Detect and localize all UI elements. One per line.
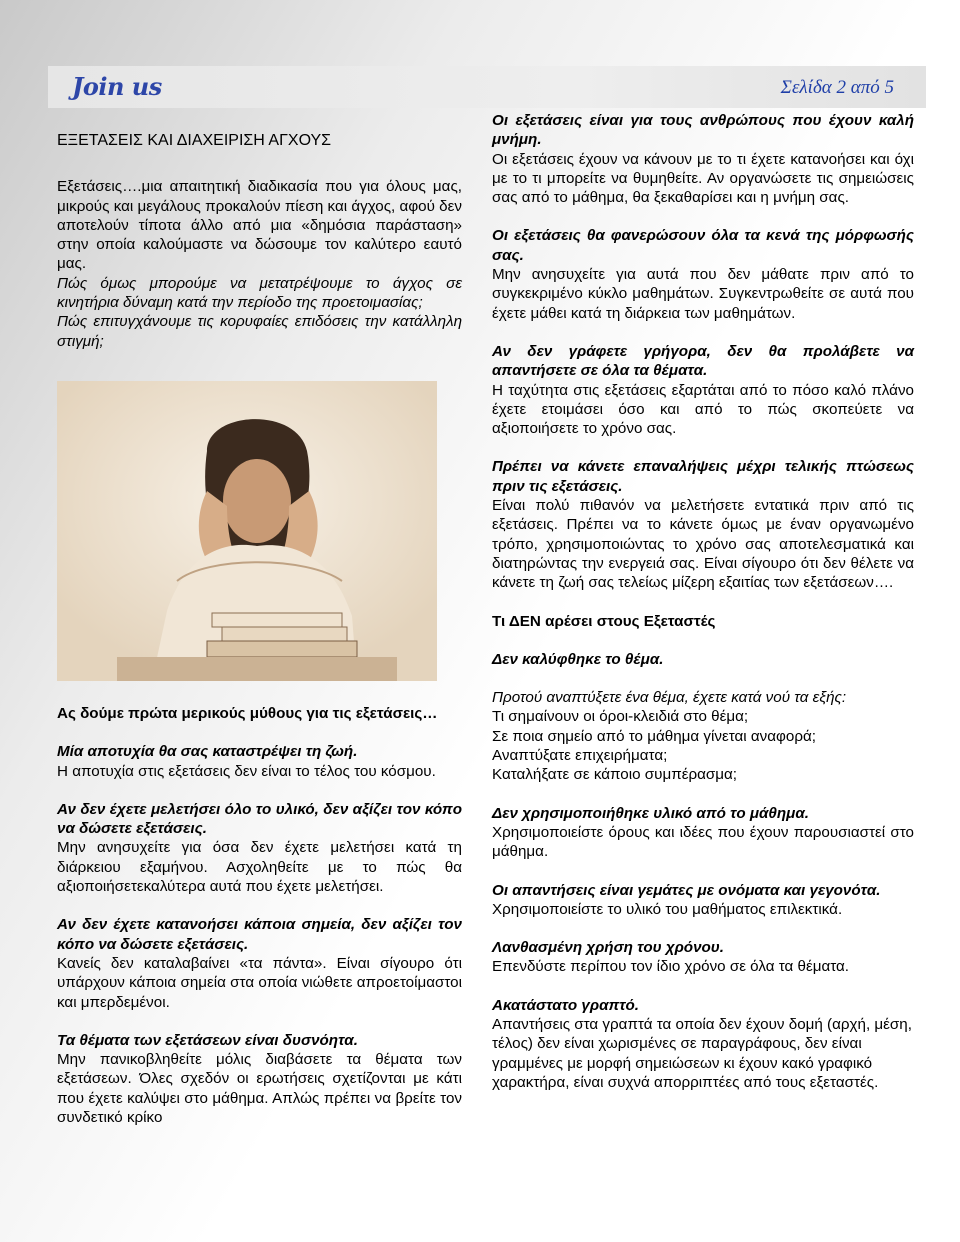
myth-2-body: Μην ανησυχείτε για όσα δεν έχετε μελετήσει κατά τη διάρκειου εξαμήνου. Ασχοληθείτε με το πώς θα αξιοποιήσετεκαλύτερα αυτά που έχετε μελετήσει. bbox=[57, 839, 462, 896]
left-column-top bbox=[57, 131, 462, 351]
myth-3-body: Κανείς δεν καταλαβαίνει «τα πάντα». Είναι σίγουρο ότι υπάρχουν κάποια σημεία στα οποία νιώθετε απροετοίμαστοι και μπερδεμένοι. bbox=[57, 954, 462, 1011]
dislike-3-title: Οι απαντήσεις είναι γεμάτες με ονόματα και γεγονότα. bbox=[492, 881, 881, 899]
myth-1-body: Η αποτυχία στις εξετάσεις δεν είναι το τέλος του κόσμου. bbox=[57, 762, 436, 780]
right-column bbox=[492, 111, 914, 1092]
dislike-2-title: Δεν χρησιμοποιήθηκε υλικό από το μάθημα. bbox=[492, 804, 809, 822]
myth-memory-body: Οι εξετάσεις έχουν να κάνουν με το τι έχετε κατανοήσει και όχι με το τι μπορείτε να θυμηθείτε. Αν οργανώσετε τις σημειώσεις σας από το μάθημα, θα ξεκαθαρίσει και η μνήμη σας. bbox=[492, 150, 914, 207]
myth-4-title: Τα θέματα των εξετάσεων είναι δυσνόητα. bbox=[57, 1031, 358, 1049]
join-us-logo: Join us bbox=[72, 72, 162, 101]
dislike-1-line-2: Σε ποια σημείο από το μάθημα γίνεται αναφορά; bbox=[492, 727, 816, 745]
myth-speed-body: Η ταχύτητα στις εξετάσεις εξαρτάται από το πόσο καλό πλάνο έχετε ετοιμάσει όσο και από το πώς σκοπεύετε να αξιοποιήσετε το χρόνο σας. bbox=[492, 381, 914, 438]
myth-4-body: Μην πανικοβληθείτε μόλις διαβάσετε τα θέματα των εξετάσεων. Όλες σχεδόν οι ερωτήσεις σχετίζονται με κάτι που έχετε καλύψει στο μάθημα. Απλώς πρέπει να βρείτε τον συνδετικό κρίκο bbox=[57, 1051, 462, 1127]
dislike-5-body: Απαντήσεις στα γραπτά τα οποία δεν έχουν δομή (αρχή, μέση, τέλος) δεν είναι χωρισμένες σε παραγράφους, δεν είναι γραμμένες με μορφή σημειώσεων κι έχουν κακό γραφικό χαρακτήρα, είναι συχνά απορριπτέες από τους εξεταστές. bbox=[492, 1015, 912, 1091]
dislike-3-body: Χρησιμοποιείστε το υλικό του μαθήματος επιλεκτικά. bbox=[492, 900, 843, 918]
dislike-1-intro: Προτού αναπτύξετε ένα θέμα, έχετε κατά νού τα εξής: bbox=[492, 689, 847, 707]
myth-1-title: Μία αποτυχία θα σας καταστρέψει τη ζωή. bbox=[57, 743, 358, 761]
myth-memory-title: Οι εξετάσεις είναι για τους ανθρώπους που έχουν καλή μνήμη. bbox=[492, 112, 914, 149]
dislike-1-line-1: Τι σημαίνουν οι όροι-κλειδιά στο θέμα; bbox=[492, 708, 749, 726]
intro-paragraph: Εξετάσεις….μια απαιτητική διαδικασία που για όλους μας, μικρούς και μεγάλους προκαλούν πίεση και άγχος, αφού δεν αποτελούν τίποτα άλλο από μια «δημόσια παράσταση» στην οποία καλούμαστε να δώσουμε τον καλύτερο εαυτό μας. bbox=[57, 178, 462, 273]
myth-3-title: Αν δεν έχετε κατανοήσει κάποια σημεία, δεν αξίζει τον κόπο να δώσετε εξετάσεις. bbox=[57, 916, 462, 953]
dislike-4-title: Λανθασμένη χρήση του χρόνου. bbox=[492, 939, 725, 957]
question-2: Πώς επιτυγχάνουμε τις κορυφαίες επιδόσεις την κατάλληλη στιγμή; bbox=[57, 313, 462, 350]
dislike-1-line-4: Καταλήξατε σε κάποιο συμπέρασμα; bbox=[492, 766, 738, 784]
myth-revision-title: Πρέπει να κάνετε επαναλήψεις μέχρι τελικής πτώσεως πριν τις εξετάσεις. bbox=[492, 458, 914, 495]
dislike-1-title: Δεν καλύφθηκε το θέμα. bbox=[492, 650, 664, 668]
dislike-1-line-3: Αναπτύξατε επιχειρήματα; bbox=[492, 747, 668, 765]
myth-gaps-body: Μην ανησυχείτε για αυτά που δεν μάθατε πριν από το συγκεκριμένο κύκλο μαθημάτων. Συγκεντρωθείτε σε αυτά που έχετε μάθει κατά τη διάρκεια των μαθημάτων. bbox=[492, 266, 914, 322]
page-number: Σελίδα 2 από 5 bbox=[780, 77, 894, 98]
dislike-4-body: Επενδύστε περίπου τον ίδιο χρόνο σε όλα τα θέματα. bbox=[492, 958, 850, 976]
examiners-section-heading: Τι ΔΕΝ αρέσει στους Εξεταστές bbox=[492, 612, 716, 630]
myth-gaps-title: Οι εξετάσεις θα φανερώσουν όλα τα κενά της μόρφωσής σας. bbox=[492, 227, 914, 264]
myth-speed-title: Αν δεν γράφετε γρήγορα, δεν θα προλάβετε να απαντήσετε σε όλα τα θέματα. bbox=[492, 342, 914, 380]
left-column-myths bbox=[57, 704, 462, 1127]
student-studying-photo bbox=[57, 381, 437, 681]
myth-2-title: Αν δεν έχετε μελετήσει όλο το υλικό, δεν αξίζει τον κόπο να δώσετε εξετάσεις. bbox=[57, 800, 462, 838]
student-illustration bbox=[57, 381, 437, 681]
dislike-2-body: Χρησιμοποιείστε όρους και ιδέες που έχουν παρουσιαστεί στο μάθημα. bbox=[492, 823, 914, 861]
article-title: ΕΞΕΤΑΣΕΙΣ ΚΑΙ ΔΙΑΧΕΙΡΙΣΗ ΑΓΧΟΥΣ bbox=[57, 132, 332, 149]
myths-heading: Ας δούμε πρώτα μερικούς μύθους για τις εξετάσεις… bbox=[57, 705, 438, 722]
question-1: Πώς όμως μπορούμε να μετατρέψουμε το άγχος σε κινητήρια δύναμη κατά την περίοδο της προετοιμασίας; bbox=[57, 274, 462, 312]
dislike-5-title: Ακατάστατο γραπτό. bbox=[492, 996, 640, 1014]
myth-revision-body: Είναι πολύ πιθανόν να μελετήσετε εντατικά πριν από τις εξετάσεις. Πρέπει να το κάνετε όμως με έναν οργανωμένο τρόπο, χρησιμοποιώντας το χρόνο σας αποτελεσματικά και διατηρώντας την ενεργειά σας. Είναι σίγουρο ότι δεν θέλετε να κάνετε τη ζωή σας τελείως μίζερη εξαιτίας των εξετάσεων…. bbox=[492, 497, 914, 592]
